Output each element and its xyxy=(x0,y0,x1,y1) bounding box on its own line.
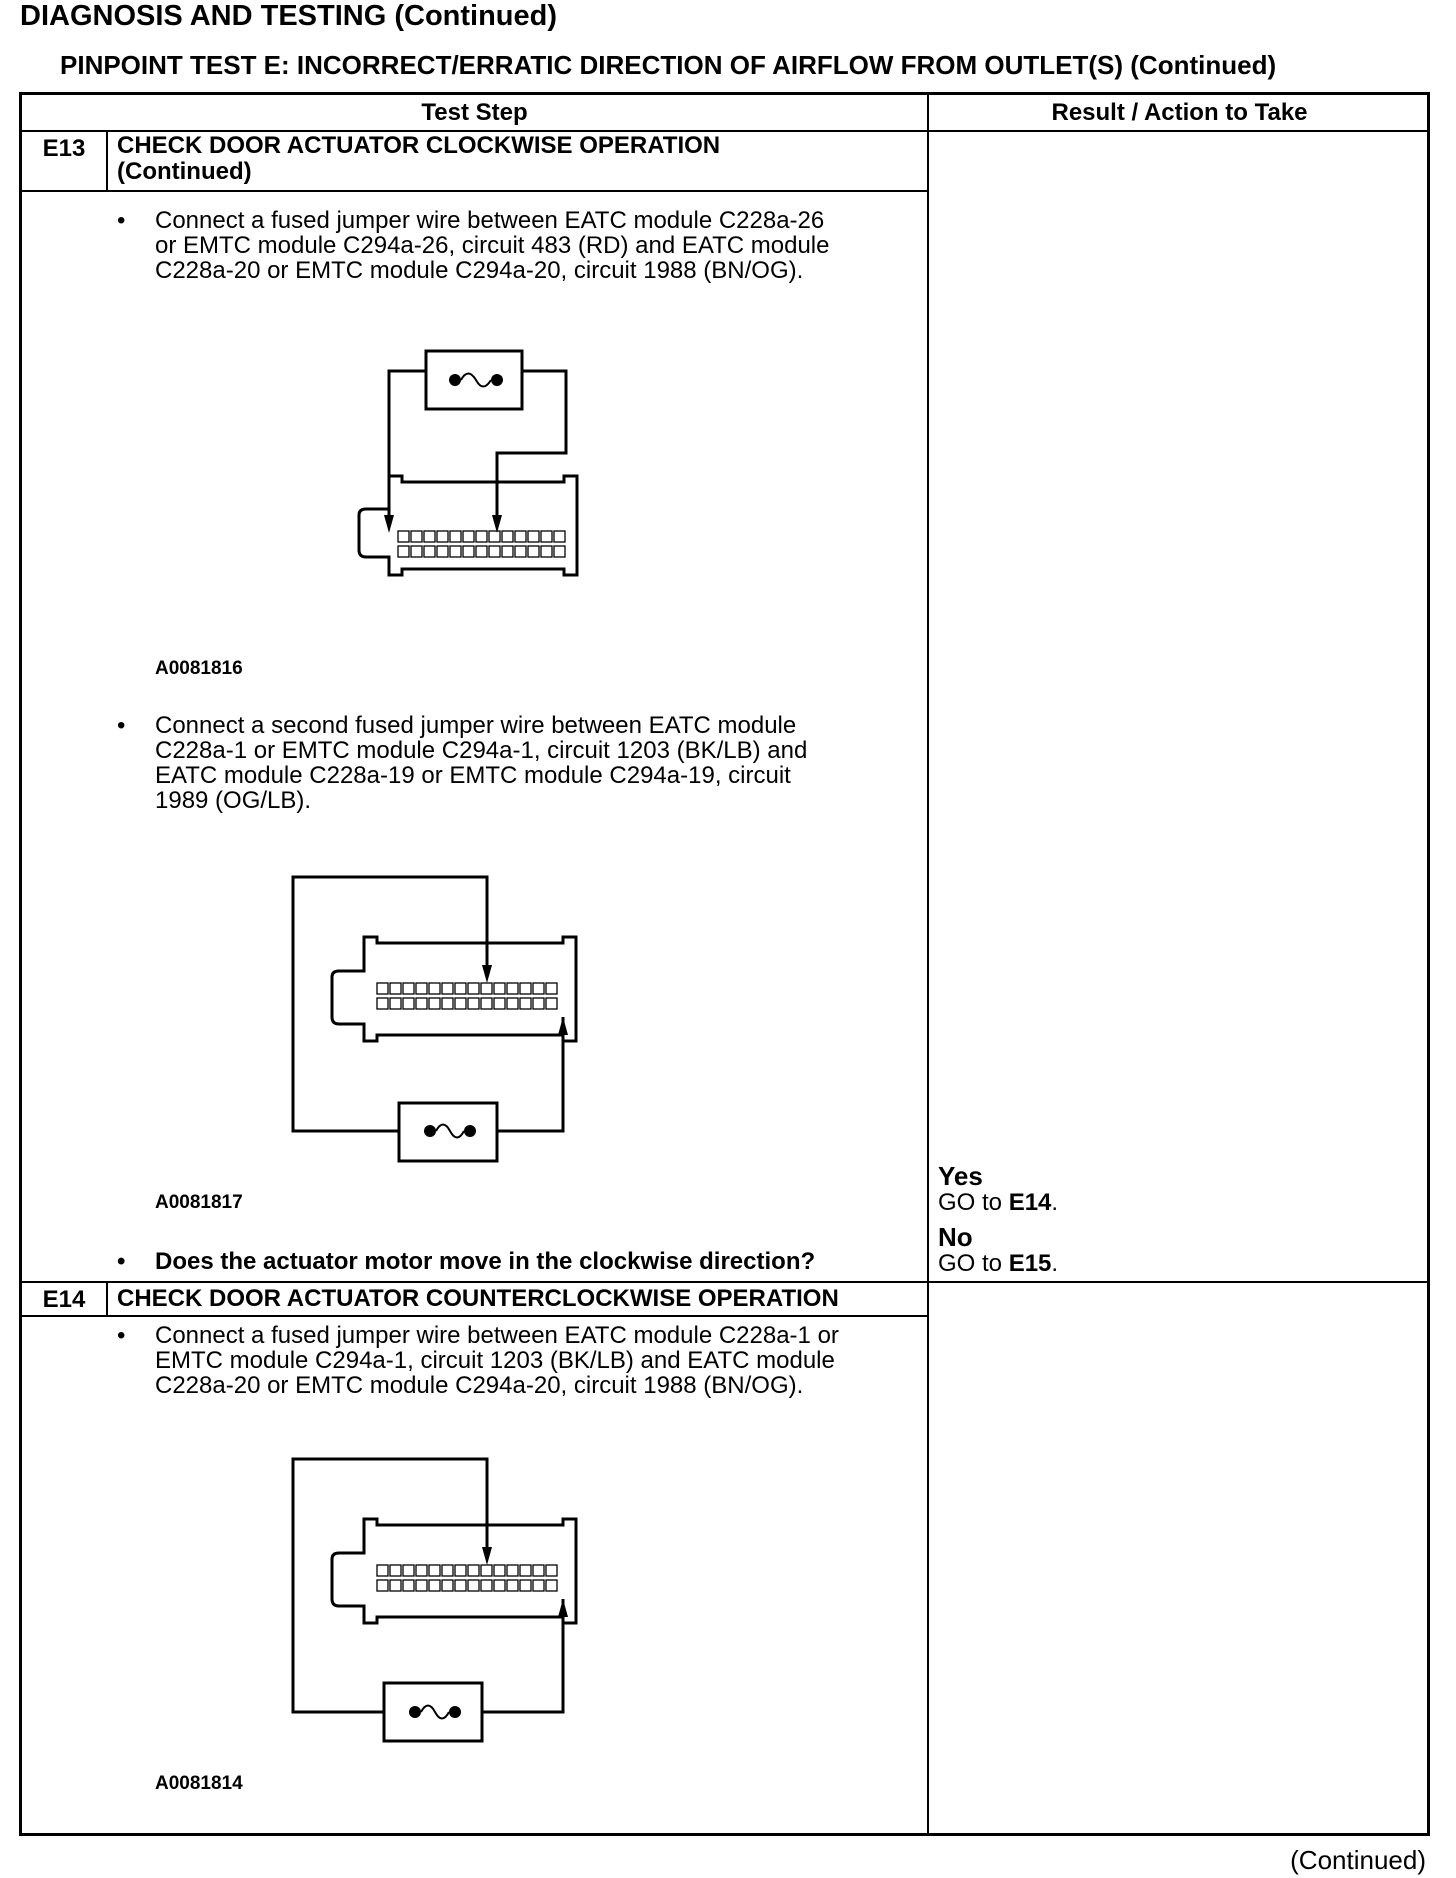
fuse-box xyxy=(399,1103,497,1161)
jumper-wire-right xyxy=(497,371,566,524)
pinpoint-test-subtitle: PINPOINT TEST E: INCORRECT/ERRATIC DIRECTION OF AIRFLOW FROM OUTLET(S) (Continued) xyxy=(60,50,1277,80)
fuse-box xyxy=(426,351,522,409)
result-no-action: GO to E15. xyxy=(938,1250,1059,1277)
connector-body xyxy=(359,476,577,575)
probe-tip xyxy=(482,965,492,983)
header-result-action: Result / Action to Take xyxy=(1051,99,1308,126)
step-title-e14: CHECK DOOR ACTUATOR COUNTERCLOCKWISE OPERATION xyxy=(117,1285,839,1312)
fuse-element xyxy=(436,1125,464,1138)
figure-id-a0081817: A0081817 xyxy=(155,1192,243,1213)
result-no-label: No xyxy=(938,1222,973,1252)
probe-tip xyxy=(482,1547,492,1565)
pinpoint-test-table: Test Step Result / Action to Take E13 CHECK DOOR ACTUATOR CLOCKWISE OPERATION (Continued) • Connect a fused jumper wire between EATC module C228a-26 or EMTC module C294a-26, circuit 483 (RD) and EATC module C228a-20 or EMTC module C294a-20, circuit 1988 (BN/OG). A0081816 • Connect a second fused jumper wire between EATC module C228a-1 or EMTC module C294a-1, circuit 1203 (BK/LB) and EATC module C228a-19 or EMTC module C294a-19, circuit 1989 (OG/LB). A0081817 • Does the actuator motor move in the clockwise direction? Yes GO to E14. No GO to E15. E14 CHECK DOOR ACTUATOR COUNTERCLOCKWISE OPERATION • Connect a fused jumper wire between EATC module C228a-1 or EMTC module C294a-1, circuit 1203 (BK/LB) and EATC module C228a-20 or EMTC module C294a-20, circuit 1988 (BN/OG). A0081814 xyxy=(19,92,1430,1836)
connector-body xyxy=(332,1519,576,1623)
fuse-box xyxy=(384,1683,482,1741)
id-divider-e13 xyxy=(106,130,108,190)
probe-tip xyxy=(492,515,502,533)
jumper-wire-diagram-a0081817 xyxy=(287,875,647,1175)
step-title-e13: CHECK DOOR ACTUATOR CLOCKWISE OPERATION (Continued) xyxy=(117,132,721,185)
bullet: • xyxy=(117,1322,126,1349)
bullet: • xyxy=(117,712,126,739)
continued-footer: (Continued) xyxy=(1290,1845,1426,1875)
probe-tip xyxy=(558,1017,568,1035)
step-id-e14: E14 xyxy=(42,1286,86,1313)
jumper-wire-diagram-a0081816 xyxy=(302,335,642,615)
header-test-step: Test Step xyxy=(421,99,528,126)
figure-id-a0081814: A0081814 xyxy=(155,1773,243,1794)
jumper-wire-diagram-a0081814 xyxy=(272,1457,652,1757)
fuse-element xyxy=(461,374,491,387)
step-id-e13: E13 xyxy=(42,135,86,162)
e14-title-divider xyxy=(22,1315,927,1317)
column-divider xyxy=(927,95,929,1836)
id-divider-e14 xyxy=(106,1281,108,1316)
row-divider-e13-e14 xyxy=(22,1281,1430,1283)
page-title: DIAGNOSIS AND TESTING (Continued) xyxy=(20,0,558,32)
result-yes-label: Yes xyxy=(938,1161,983,1191)
result-no-target: E15 xyxy=(1008,1250,1052,1277)
result-yes-target: E14 xyxy=(1008,1189,1052,1216)
probe-tip xyxy=(384,515,394,533)
bullet: • xyxy=(117,207,126,234)
figure-id-a0081816: A0081816 xyxy=(155,658,243,679)
result-yes-action: GO to E14. xyxy=(938,1189,1059,1216)
e13-title-divider xyxy=(22,190,927,192)
connector-body xyxy=(332,937,576,1041)
jumper-wire-left xyxy=(389,371,426,524)
fuse-element xyxy=(421,1706,449,1719)
bullet: • xyxy=(117,1248,126,1275)
probe-tip xyxy=(558,1599,568,1617)
